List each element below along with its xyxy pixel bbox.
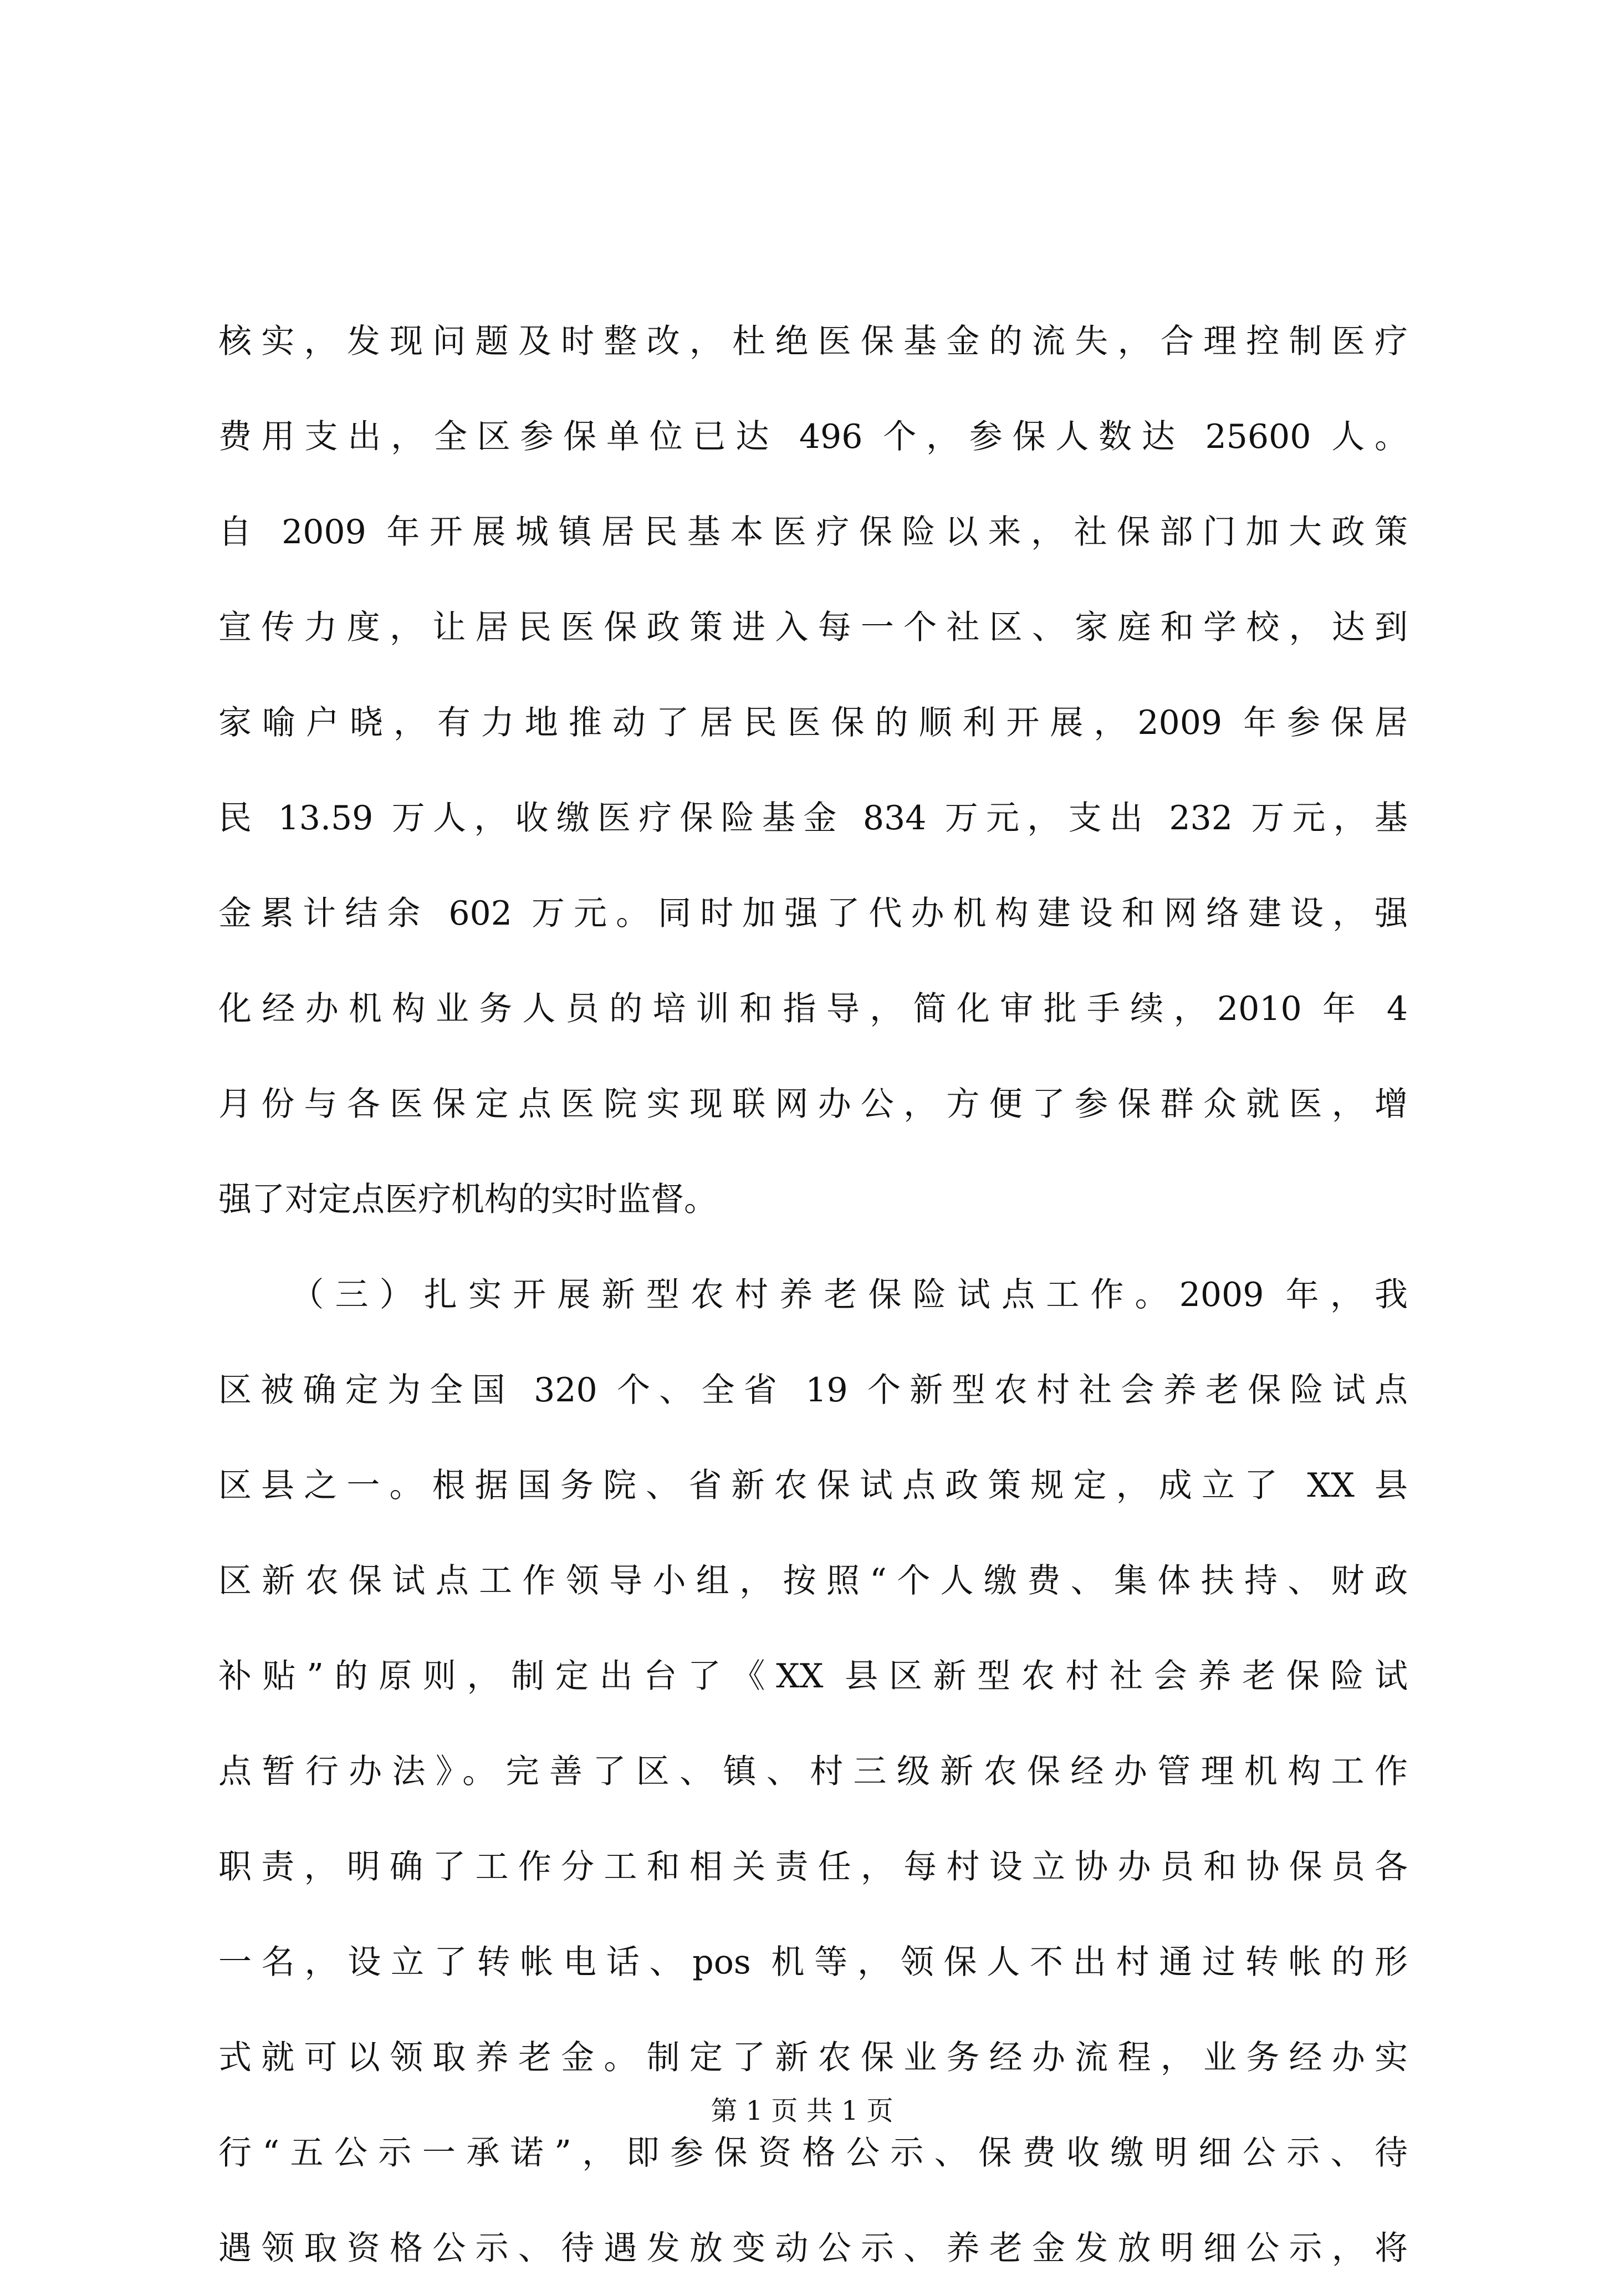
text-line: 区县之一。根据国务院、省新农保试点政策规定，成立了 XX 县 — [218, 1466, 1408, 1505]
text-line: 行“五公示一承诺”，即参保资格公示、保费收缴明细公示、待 — [218, 2134, 1408, 2172]
body-text — [218, 294, 1408, 2296]
text-line: 费用支出，全区参保单位已达 496 个，参保人数达 25600 人。 — [218, 417, 1408, 456]
text-line: 式就可以领取养老金。制定了新农保业务经办流程，业务经办实 — [218, 2038, 1408, 2077]
text-line: 化经办机构业务人员的培训和指导，简化审批手续，2010 年 4 — [218, 989, 1408, 1028]
text-line: 民 13.59 万人，收缴医疗保险基金 834 万元，支出 232 万元，基 — [218, 799, 1408, 838]
text-line: 强了对定点医疗机构的实时监督。 — [218, 1180, 717, 1219]
text-line: 一名，设立了转帐电话、pos 机等，领保人不出村通过转帐的形 — [218, 1943, 1408, 1982]
text-line: 金累计结余 602 万元。同时加强了代办机构建设和网络建设，强 — [218, 894, 1408, 933]
text-line: 核实，发现问题及时整改，杜绝医保基金的流失，合理控制医疗 — [218, 322, 1408, 361]
text-line: （三）扎实开展新型农村养老保险试点工作。2009 年，我 — [218, 1275, 1408, 1314]
text-line: 职责，明确了工作分工和相关责任，每村设立协办员和协保员各 — [218, 1848, 1408, 1886]
text-line: 遇领取资格公示、待遇发放变动公示、养老金发放明细公示，将 — [218, 2229, 1408, 2268]
text-line: 区新农保试点工作领导小组，按照“个人缴费、集体扶持、财政 — [218, 1562, 1408, 1600]
text-line: 补贴”的原则，制定出台了《XX 县区新型农村社会养老保险试 — [218, 1657, 1408, 1696]
text-line: 点暂行办法》。完善了区、镇、村三级新农保经办管理机构工作 — [218, 1752, 1408, 1791]
text-line: 月份与各医保定点医院实现联网办公，方便了参保群众就医，增 — [218, 1085, 1408, 1124]
text-line: 家喻户晓，有力地推动了居民医保的顺利开展，2009 年参保居 — [218, 703, 1408, 742]
text-line: 宣传力度，让居民医保政策进入每一个社区、家庭和学校，达到 — [218, 608, 1408, 647]
page-footer: 第 1 页 共 1 页 — [711, 2095, 893, 2126]
text-line: 自 2009 年开展城镇居民基本医疗保险以来，社保部门加大政策 — [218, 513, 1408, 552]
text-line: 区被确定为全国 320 个、全省 19 个新型农村社会养老保险试点 — [218, 1371, 1408, 1410]
